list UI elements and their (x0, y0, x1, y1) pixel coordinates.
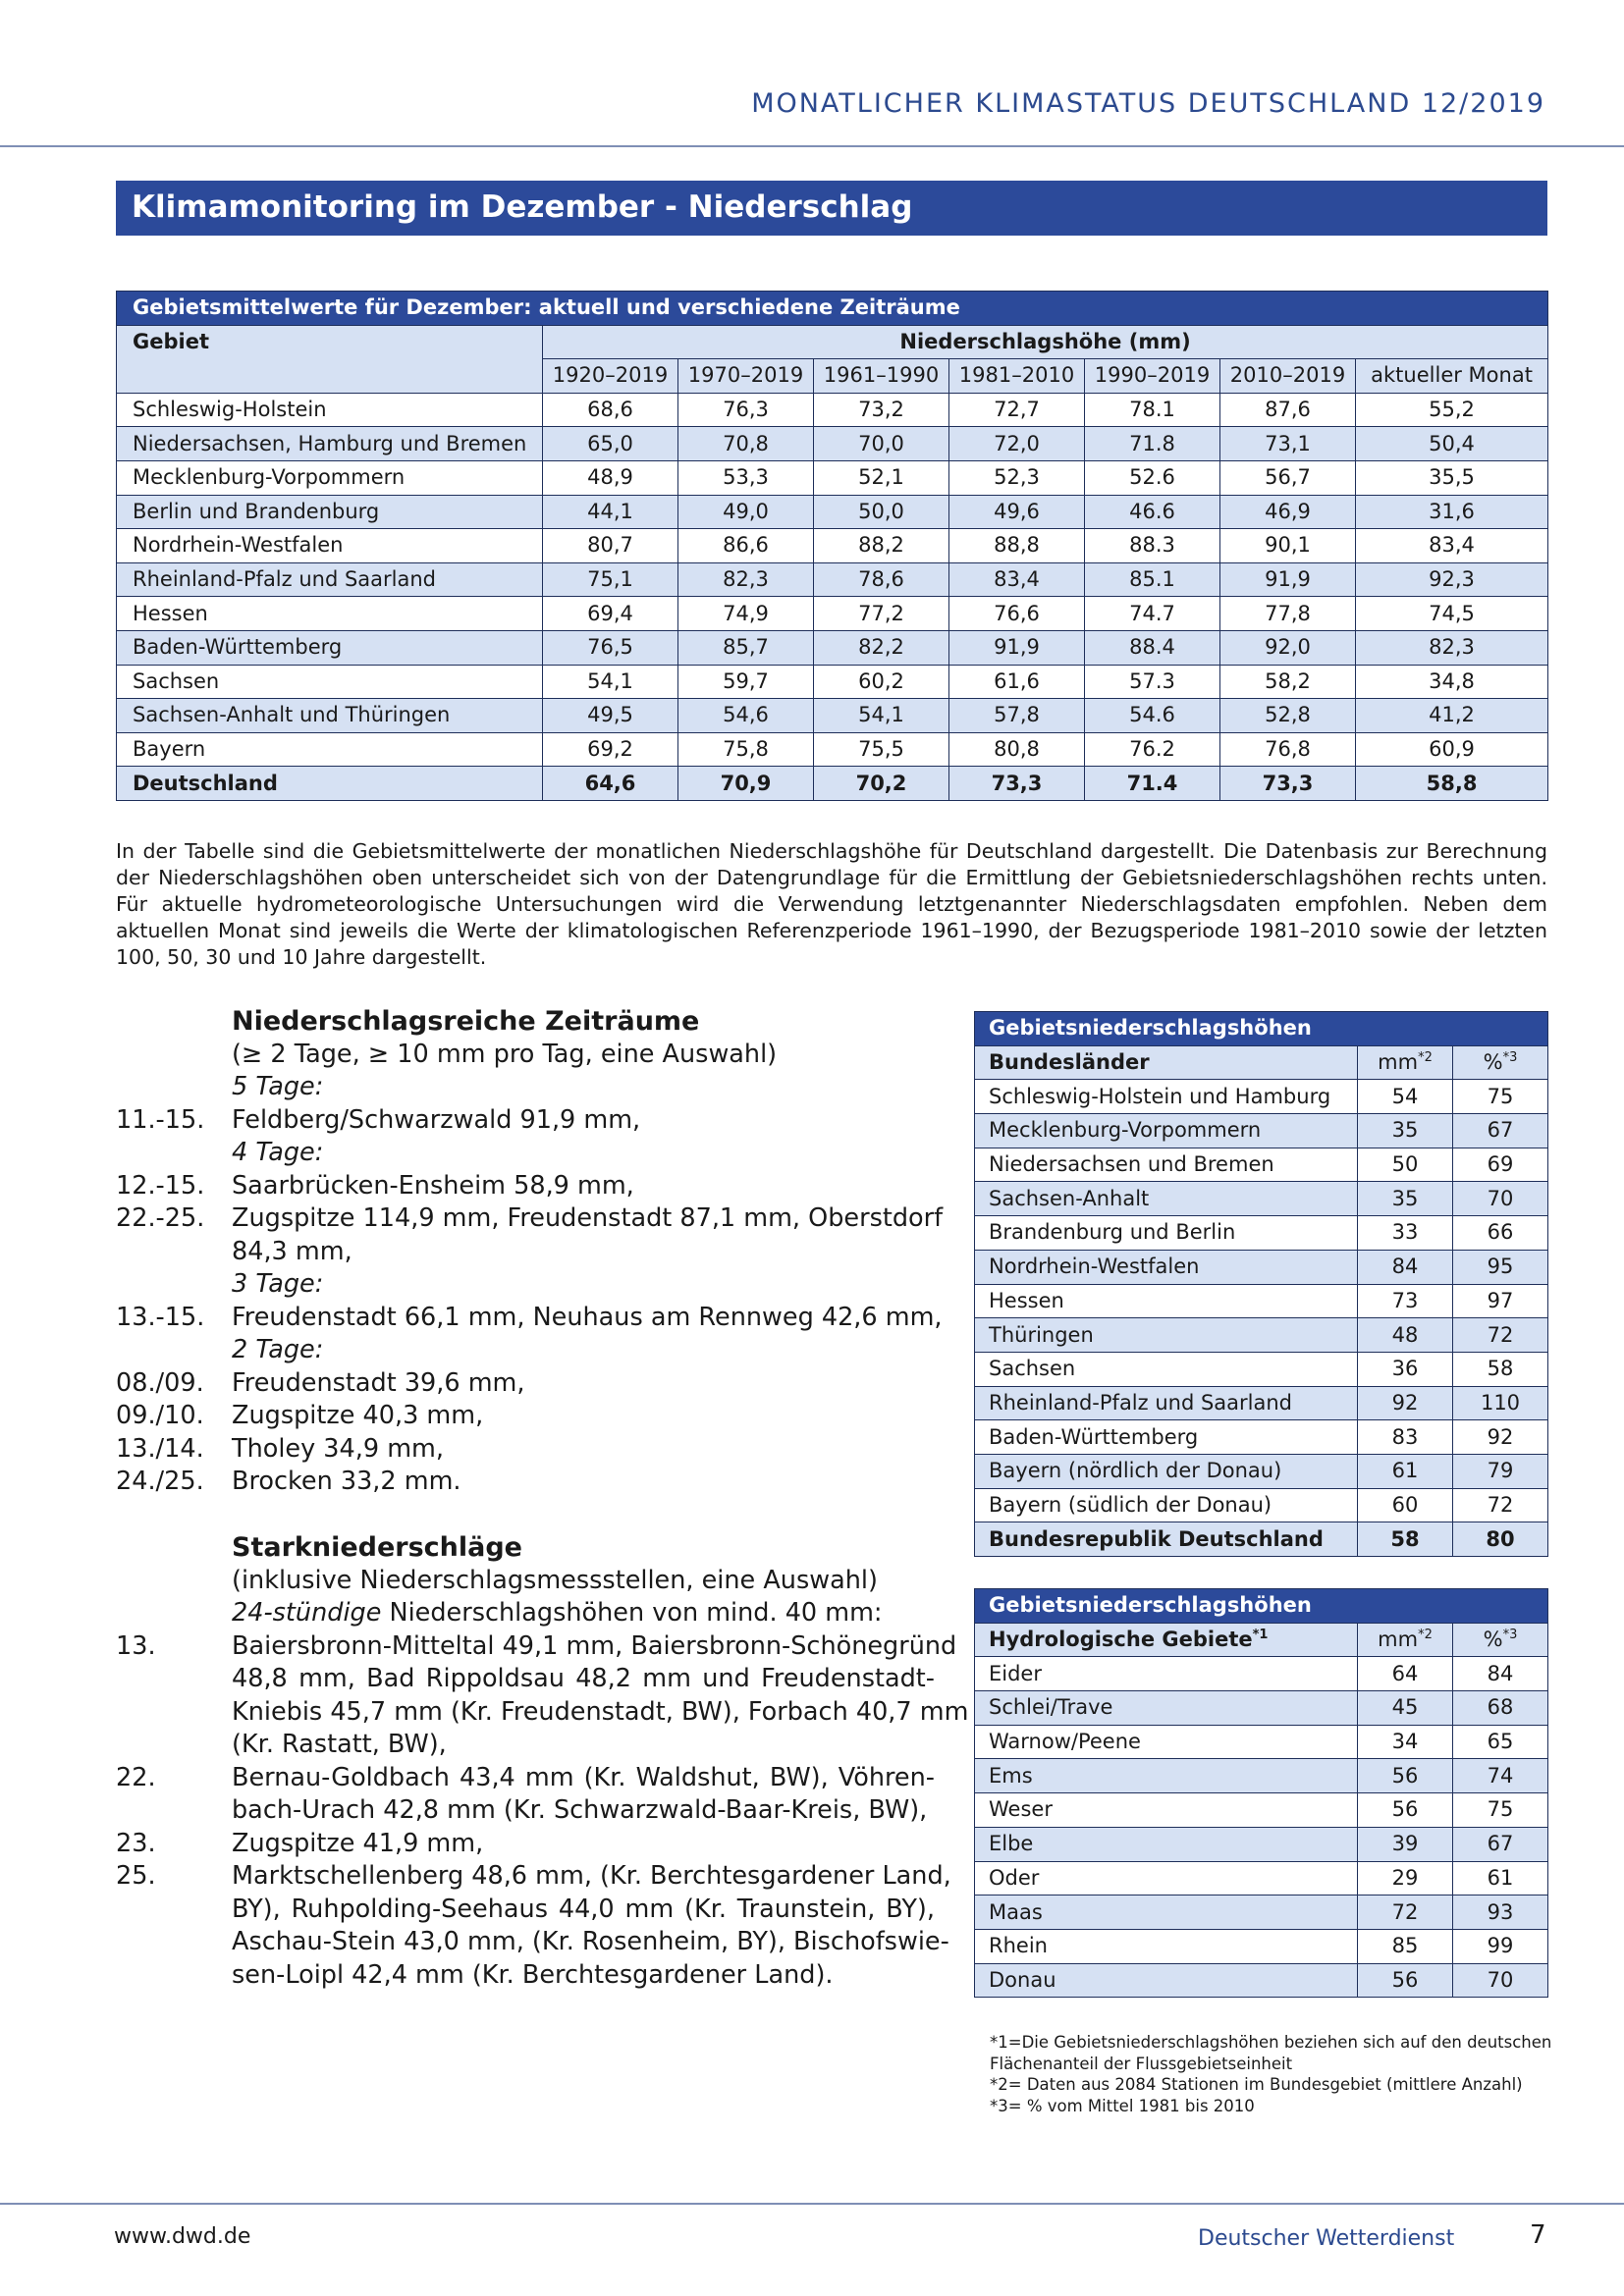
precip-value: 88,2 (814, 529, 949, 563)
precip-value: 78.1 (1085, 393, 1220, 427)
hydro-table-caption: Gebietsniederschlagshöhen (975, 1589, 1548, 1624)
precip-mm: 73 (1358, 1284, 1453, 1318)
rich-entry: Saarbrücken-Ensheim 58,9 mm, (232, 1170, 634, 1201)
table-row (975, 1318, 1548, 1353)
hydro-col-pct-sup: *3 (1502, 1628, 1518, 1643)
precip-value: 75,5 (814, 732, 949, 767)
area-name: Bundesrepublik Deutschland (975, 1522, 1358, 1557)
period-header: 1981–2010 (949, 359, 1085, 394)
table-row (117, 460, 1548, 495)
rich-date: 09./10. (116, 1401, 204, 1430)
area-name: Rheinland-Pfalz und Saarland (975, 1386, 1358, 1420)
main-table-header-row (117, 325, 1548, 359)
footnote-2: *2= Daten aus 2084 Stationen im Bundesgebiet (mittlere Anzahl) (990, 2075, 1523, 2094)
precip-mm: 33 (1358, 1216, 1453, 1251)
states-col-pct (1453, 1045, 1548, 1080)
precip-value: 88.4 (1085, 630, 1220, 665)
precip-pct: 61 (1453, 1861, 1548, 1896)
precip-mm: 35 (1358, 1182, 1453, 1216)
table-row (975, 1929, 1548, 1963)
precip-value: 58,2 (1220, 665, 1356, 699)
area-name: Ems (975, 1759, 1358, 1793)
heavy-entry: Baiersbronn-Mitteltal 49,1 mm, Baiersbronn-Schönegründ (232, 1630, 957, 1661)
states-table-caption-row (975, 1012, 1548, 1046)
footnote-1a: *1=Die Gebietsniederschlagshöhen beziehen sich auf den deutschen (990, 2033, 1552, 2052)
precip-value: 91,9 (1220, 562, 1356, 597)
region-name: Rheinland-Pfalz und Saarland (117, 562, 543, 597)
area-name: Bayern (nördlich der Donau) (975, 1454, 1358, 1488)
table-row (117, 597, 1548, 631)
table-row (117, 393, 1548, 427)
main-precip-table (116, 291, 1548, 801)
precip-value: 69,2 (543, 732, 678, 767)
hydro-precip-table (974, 1588, 1548, 1998)
precip-pct: 66 (1453, 1216, 1548, 1251)
precip-pct: 75 (1453, 1080, 1548, 1114)
region-name: Baden-Württemberg (117, 630, 543, 665)
rich-subtitle: (≥ 2 Tage, ≥ 10 mm pro Tag, eine Auswahl) (232, 1039, 778, 1069)
precip-value: 75,8 (678, 732, 814, 767)
rich-label-5days: 5 Tage: (232, 1072, 324, 1101)
precip-value: 54,1 (814, 699, 949, 733)
period-header: 1990–2019 (1085, 359, 1220, 394)
period-header: 1920–2019 (543, 359, 678, 394)
precip-pct: 99 (1453, 1929, 1548, 1963)
precip-value: 71.4 (1085, 767, 1220, 801)
precip-value: 52,3 (949, 460, 1085, 495)
rich-date: 13./14. (116, 1433, 204, 1464)
table-row (975, 1420, 1548, 1455)
precip-value: 68,6 (543, 393, 678, 427)
region-name: Schleswig-Holstein (117, 393, 543, 427)
heavy-date: 25. (116, 1861, 156, 1891)
precip-value: 70,2 (814, 767, 949, 801)
rich-entry-cont: 84,3 mm, (232, 1236, 352, 1266)
main-table-caption: Gebietsmittelwerte für Dezember: aktuell und verschiedene Zeiträume (117, 292, 1548, 326)
precip-value: 31,6 (1356, 495, 1548, 529)
precip-mm: 50 (1358, 1148, 1453, 1182)
rich-periods-section (116, 1005, 969, 1992)
hydro-col-mm-label: mm (1378, 1628, 1419, 1652)
area-name: Schleswig-Holstein und Hamburg (975, 1080, 1358, 1114)
precip-mm: 72 (1358, 1896, 1453, 1930)
table-row (975, 1488, 1548, 1522)
precip-value: 59,7 (678, 665, 814, 699)
table-row (975, 1454, 1548, 1488)
precip-value: 76,3 (678, 393, 814, 427)
precip-pct: 97 (1453, 1284, 1548, 1318)
footnotes (990, 2032, 1559, 2116)
states-col-mm-label: mm (1378, 1050, 1419, 1075)
precip-mm: 83 (1358, 1420, 1453, 1455)
table-row (975, 1284, 1548, 1318)
period-header: 1970–2019 (678, 359, 814, 394)
footer-organization: Deutscher Wetterdienst (1198, 2226, 1455, 2251)
precip-pct: 70 (1453, 1963, 1548, 1998)
area-name: Sachsen-Anhalt (975, 1182, 1358, 1216)
table-row (975, 1725, 1548, 1759)
region-name: Berlin und Brandenburg (117, 495, 543, 529)
footnote-1b: Flächenanteil der Flussgebietseinheit (990, 2054, 1293, 2073)
hydro-col-mm (1358, 1623, 1453, 1657)
precip-value: 54,6 (678, 699, 814, 733)
period-header: aktueller Monat (1356, 359, 1548, 394)
precip-pct: 67 (1453, 1827, 1548, 1861)
rich-date: 12.-15. (116, 1170, 205, 1201)
precip-value: 41,2 (1356, 699, 1548, 733)
area-name: Nordrhein-Westfalen (975, 1250, 1358, 1284)
precip-value: 85.1 (1085, 562, 1220, 597)
precip-mm: 56 (1358, 1793, 1453, 1828)
table-row (117, 699, 1548, 733)
precip-pct: 69 (1453, 1148, 1548, 1182)
rich-entry: Brocken 33,2 mm. (232, 1467, 461, 1496)
explanation-paragraph: In der Tabelle sind die Gebietsmittelwerte der monatlichen Niederschlagshöhe für Deutschland dargestellt. Die Datenbasis zur Berechnung der Niederschlagshöhen oben unterscheidet sich von der Datengrundlage für die Ermittlung der Gebietsniederschlagshöhen rechts unten. Für aktuelle hydrometeorologische Untersuchungen wird die Verwendung letztgenannter Niederschlagsdaten empfohlen. Neben dem aktuellen Monat sind jeweils die Werte der klimatologischen Referenzperiode 1961–1990, der Bezugsperiode 1981–2010 sowie der letzten 100, 50, 30 und 10 Jahre dargestellt. (116, 839, 1547, 969)
precip-value: 86,6 (678, 529, 814, 563)
hydro-col-name-label: Hydrologische Gebiete (989, 1628, 1253, 1652)
table-row (117, 665, 1548, 699)
precip-mm: 45 (1358, 1691, 1453, 1726)
precip-value: 49,0 (678, 495, 814, 529)
precip-mm: 58 (1358, 1522, 1453, 1557)
precip-value: 57,8 (949, 699, 1085, 733)
precip-value: 52,1 (814, 460, 949, 495)
heavy-entry-cont: (Kr. Rastatt, BW), (232, 1730, 447, 1759)
hydro-table-caption-row (975, 1589, 1548, 1624)
table-row (975, 1216, 1548, 1251)
precip-value: 91,9 (949, 630, 1085, 665)
precip-pct: 65 (1453, 1725, 1548, 1759)
table-row (975, 1793, 1548, 1828)
precip-value: 55,2 (1356, 393, 1548, 427)
precip-mm: 39 (1358, 1827, 1453, 1861)
precip-value: 80,7 (543, 529, 678, 563)
hydro-col-name-sup: *1 (1252, 1628, 1269, 1643)
heavy-subtitle: (inklusive Niederschlagsmessstellen, eine Auswahl) (232, 1565, 878, 1595)
rich-date: 24./25. (116, 1467, 204, 1496)
precip-mm: 84 (1358, 1250, 1453, 1284)
rich-entry: Feldberg/Schwarzwald 91,9 mm, (232, 1104, 641, 1135)
table-row (117, 427, 1548, 461)
heavy-title: Starkniederschläge (232, 1532, 522, 1563)
hydro-col-pct-label: % (1483, 1628, 1503, 1652)
header-divider (0, 145, 1624, 147)
precip-value: 52,8 (1220, 699, 1356, 733)
precip-pct: 110 (1453, 1386, 1548, 1420)
rich-entry: Zugspitze 40,3 mm, (232, 1401, 484, 1430)
rich-entry: Freudenstadt 66,1 mm, Neuhaus am Rennweg 42,6 mm, (232, 1302, 943, 1332)
precip-value: 73,1 (1220, 427, 1356, 461)
header-title: MONATLICHER KLIMASTATUS DEUTSCHLAND 12/2019 (751, 88, 1545, 119)
precip-pct: 75 (1453, 1793, 1548, 1828)
area-name: Weser (975, 1793, 1358, 1828)
heavy-entry: Bernau-Goldbach 43,4 mm (Kr. Waldshut, BW), Vöhren- (232, 1762, 935, 1792)
period-header: 1961–1990 (814, 359, 949, 394)
region-name: Sachsen-Anhalt und Thüringen (117, 699, 543, 733)
states-col-name: Bundesländer (975, 1045, 1358, 1080)
precip-value: 82,3 (1356, 630, 1548, 665)
rich-date: 13.-15. (116, 1302, 205, 1332)
heavy-entry-cont: Kniebis 45,7 mm (Kr. Freudenstadt, BW), Forbach 40,7 mm (232, 1696, 969, 1727)
precip-value: 46,9 (1220, 495, 1356, 529)
table-row (975, 1114, 1548, 1148)
area-name: Niedersachsen und Bremen (975, 1148, 1358, 1182)
hydro-table-header-row (975, 1623, 1548, 1657)
precip-value: 34,8 (1356, 665, 1548, 699)
rich-label-2days: 2 Tage: (232, 1335, 324, 1364)
precip-value: 92,3 (1356, 562, 1548, 597)
footnote-3: *3= % vom Mittel 1981 bis 2010 (990, 2096, 1255, 2115)
precip-value: 72,7 (949, 393, 1085, 427)
precip-mm: 61 (1358, 1454, 1453, 1488)
heavy-entry-cont: sen-Loipl 42,4 mm (Kr. Berchtesgardener Land). (232, 1959, 834, 1990)
rich-label-3days: 3 Tage: (232, 1269, 324, 1299)
precip-mm: 92 (1358, 1386, 1453, 1420)
table-row (975, 1759, 1548, 1793)
precip-value: 88,8 (949, 529, 1085, 563)
precip-pct: 72 (1453, 1488, 1548, 1522)
table-row (975, 1896, 1548, 1930)
page-number: 7 (1530, 2220, 1546, 2250)
precip-pct: 80 (1453, 1522, 1548, 1557)
precip-mm: 48 (1358, 1318, 1453, 1353)
region-name: Niedersachsen, Hamburg und Bremen (117, 427, 543, 461)
col-header-group: Niederschlagshöhe (mm) (543, 325, 1548, 359)
precip-pct: 58 (1453, 1352, 1548, 1386)
precip-value: 49,6 (949, 495, 1085, 529)
heavy-date: 23. (116, 1828, 156, 1858)
table-row (975, 1352, 1548, 1386)
heavy-entry-cont: 48,8 mm, Bad Rippoldsau 48,2 mm und Freudenstadt- (232, 1664, 935, 1693)
rich-title: Niederschlagsreiche Zeiträume (232, 1006, 700, 1037)
states-table-header-row (975, 1045, 1548, 1080)
rich-entry: Zugspitze 114,9 mm, Freudenstadt 87,1 mm, Oberstdorf (232, 1203, 944, 1233)
precip-value: 72,0 (949, 427, 1085, 461)
precip-mm: 36 (1358, 1352, 1453, 1386)
precip-mm: 64 (1358, 1657, 1453, 1691)
region-name: Deutschland (117, 767, 543, 801)
precip-value: 70,0 (814, 427, 949, 461)
table-row (975, 1148, 1548, 1182)
precip-value: 54.6 (1085, 699, 1220, 733)
col-header-region: Gebiet (117, 325, 543, 393)
table-row (117, 767, 1548, 801)
precip-pct: 93 (1453, 1896, 1548, 1930)
area-name: Oder (975, 1861, 1358, 1896)
precip-value: 87,6 (1220, 393, 1356, 427)
precip-value: 82,2 (814, 630, 949, 665)
precip-value: 54,1 (543, 665, 678, 699)
table-row (975, 1386, 1548, 1420)
area-name: Baden-Württemberg (975, 1420, 1358, 1455)
precip-value: 80,8 (949, 732, 1085, 767)
precip-value: 73,2 (814, 393, 949, 427)
precip-value: 70,9 (678, 767, 814, 801)
precip-value: 83,4 (1356, 529, 1548, 563)
precip-value: 88.3 (1085, 529, 1220, 563)
area-name: Schlei/Trave (975, 1691, 1358, 1726)
precip-value: 53,3 (678, 460, 814, 495)
rich-label-4days: 4 Tage: (232, 1138, 324, 1167)
precip-value: 50,4 (1356, 427, 1548, 461)
precip-value: 69,4 (543, 597, 678, 631)
precip-value: 77,8 (1220, 597, 1356, 631)
footer-url[interactable]: www.dwd.de (114, 2224, 251, 2249)
precip-pct: 95 (1453, 1250, 1548, 1284)
area-name: Maas (975, 1896, 1358, 1930)
precip-value: 44,1 (543, 495, 678, 529)
precip-value: 70,8 (678, 427, 814, 461)
states-table-caption: Gebietsniederschlagshöhen (975, 1012, 1548, 1046)
precip-value: 74.7 (1085, 597, 1220, 631)
precip-value: 76.2 (1085, 732, 1220, 767)
rich-date: 11.-15. (116, 1104, 205, 1135)
heavy-entry-cont: Aschau-Stein 43,0 mm, (Kr. Rosenheim, BY), Bischofswie- (232, 1927, 949, 1956)
area-name: Thüringen (975, 1318, 1358, 1353)
period-header: 2010–2019 (1220, 359, 1356, 394)
precip-value: 60,9 (1356, 732, 1548, 767)
heavy-intro-rest: Niederschlagshöhen von mind. 40 mm: (381, 1598, 883, 1628)
precip-mm: 54 (1358, 1080, 1453, 1114)
table-row (975, 1827, 1548, 1861)
precip-value: 46.6 (1085, 495, 1220, 529)
table-row (117, 495, 1548, 529)
table-row (975, 1250, 1548, 1284)
precip-value: 76,8 (1220, 732, 1356, 767)
section-title: Klimamonitoring im Dezember - Niederschlag (116, 181, 1547, 236)
precip-mm: 85 (1358, 1929, 1453, 1963)
precip-value: 49,5 (543, 699, 678, 733)
hydro-col-mm-sup: *2 (1418, 1628, 1433, 1643)
precip-value: 48,9 (543, 460, 678, 495)
table-row (975, 1657, 1548, 1691)
precip-value: 83,4 (949, 562, 1085, 597)
precip-mm: 60 (1358, 1488, 1453, 1522)
precip-value: 78,6 (814, 562, 949, 597)
area-name: Sachsen (975, 1352, 1358, 1386)
states-col-pct-label: % (1483, 1050, 1503, 1075)
table-row (975, 1182, 1548, 1216)
precip-value: 57.3 (1085, 665, 1220, 699)
precip-value: 85,7 (678, 630, 814, 665)
table-row (975, 1861, 1548, 1896)
table-row (975, 1691, 1548, 1726)
precip-value: 73,3 (1220, 767, 1356, 801)
precip-value: 64,6 (543, 767, 678, 801)
precip-value: 90,1 (1220, 529, 1356, 563)
precip-value: 52.6 (1085, 460, 1220, 495)
area-name: Brandenburg und Berlin (975, 1216, 1358, 1251)
precip-value: 50,0 (814, 495, 949, 529)
region-name: Hessen (117, 597, 543, 631)
precip-pct: 92 (1453, 1420, 1548, 1455)
table-row (975, 1080, 1548, 1114)
area-name: Mecklenburg-Vorpommern (975, 1114, 1358, 1148)
precip-mm: 35 (1358, 1114, 1453, 1148)
precip-value: 92,0 (1220, 630, 1356, 665)
region-name: Mecklenburg-Vorpommern (117, 460, 543, 495)
precip-value: 74,5 (1356, 597, 1548, 631)
precip-value: 76,6 (949, 597, 1085, 631)
region-name: Nordrhein-Westfalen (117, 529, 543, 563)
precip-value: 77,2 (814, 597, 949, 631)
precip-pct: 68 (1453, 1691, 1548, 1726)
precip-value: 58,8 (1356, 767, 1548, 801)
heavy-entry-cont: BY), Ruhpolding-Seehaus 44,0 mm (Kr. Traunstein, BY), (232, 1894, 935, 1924)
precip-mm: 34 (1358, 1725, 1453, 1759)
area-name: Warnow/Peene (975, 1725, 1358, 1759)
precip-pct: 84 (1453, 1657, 1548, 1691)
precip-value: 61,6 (949, 665, 1085, 699)
table-row (975, 1522, 1548, 1557)
table-row (117, 562, 1548, 597)
precip-mm: 56 (1358, 1963, 1453, 1998)
area-name: Eider (975, 1657, 1358, 1691)
precip-value: 82,3 (678, 562, 814, 597)
states-precip-table (974, 1011, 1548, 1557)
precip-value: 65,0 (543, 427, 678, 461)
states-col-mm (1358, 1045, 1453, 1080)
region-name: Bayern (117, 732, 543, 767)
heavy-entry: Zugspitze 41,9 mm, (232, 1828, 484, 1858)
precip-value: 56,7 (1220, 460, 1356, 495)
rich-entry: Freudenstadt 39,6 mm, (232, 1367, 525, 1398)
precip-value: 75,1 (543, 562, 678, 597)
main-table-caption-row (117, 292, 1548, 326)
precip-pct: 67 (1453, 1114, 1548, 1148)
precip-pct: 72 (1453, 1318, 1548, 1353)
area-name: Bayern (südlich der Donau) (975, 1488, 1358, 1522)
precip-pct: 79 (1453, 1454, 1548, 1488)
area-name: Hessen (975, 1284, 1358, 1318)
precip-mm: 56 (1358, 1759, 1453, 1793)
area-name: Elbe (975, 1827, 1358, 1861)
area-name: Rhein (975, 1929, 1358, 1963)
rich-entry: Tholey 34,9 mm, (232, 1433, 444, 1464)
rich-date: 22.-25. (116, 1203, 205, 1233)
precip-value: 73,3 (949, 767, 1085, 801)
precip-value: 35,5 (1356, 460, 1548, 495)
hydro-col-name (975, 1623, 1358, 1657)
table-row (117, 529, 1548, 563)
heavy-intro-italic: 24-stündige (232, 1598, 382, 1628)
heavy-date: 22. (116, 1762, 156, 1792)
table-row (975, 1963, 1548, 1998)
precip-value: 74,9 (678, 597, 814, 631)
area-name: Donau (975, 1963, 1358, 1998)
table-row (117, 732, 1548, 767)
region-name: Sachsen (117, 665, 543, 699)
precip-value: 60,2 (814, 665, 949, 699)
hydro-col-pct (1453, 1623, 1548, 1657)
precip-value: 76,5 (543, 630, 678, 665)
precip-mm: 29 (1358, 1861, 1453, 1896)
rich-date: 08./09. (116, 1367, 204, 1398)
heavy-entry: Marktschellenberg 48,6 mm, (Kr. Berchtesgardener Land, (232, 1861, 951, 1891)
states-col-mm-sup: *2 (1418, 1050, 1433, 1066)
precip-value: 71.8 (1085, 427, 1220, 461)
heavy-date: 13. (116, 1630, 156, 1661)
footer-divider (0, 2203, 1624, 2205)
precip-pct: 70 (1453, 1182, 1548, 1216)
states-col-pct-sup: *3 (1502, 1050, 1518, 1066)
table-row (117, 630, 1548, 665)
heavy-entry-cont: bach-Urach 42,8 mm (Kr. Schwarzwald-Baar-Kreis, BW), (232, 1795, 928, 1825)
precip-pct: 74 (1453, 1759, 1548, 1793)
